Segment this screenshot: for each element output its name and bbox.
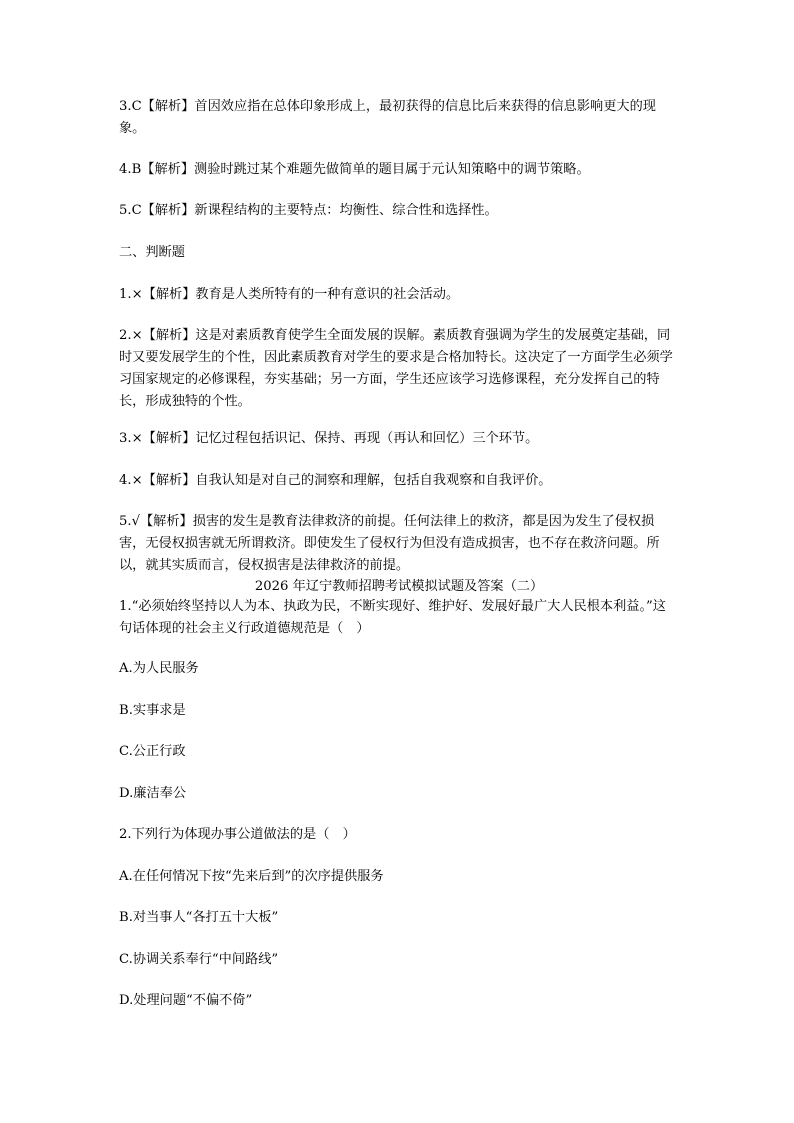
answer-4-explanation: 4.B【解析】测验时跳过某个难题先做简单的题目属于元认知策略中的调节策略。: [119, 162, 590, 177]
judgment-answer-4: 4.×【解析】自我认知是对自己的洞察和理解，包括自我观察和自我评价。: [119, 473, 552, 488]
question-2-stem: 2.下列行为体现办事公道做法的是（ ）: [119, 827, 356, 842]
section-heading-judgment: 二、判断题: [119, 245, 185, 260]
question-1-option-d: D.廉洁奉公: [119, 786, 187, 801]
judgment-answer-5: 5.√【解析】损害的发生是教育法律救济的前提。任何法律上的救济，都是因为发生了侵权损害，无侵权损害就无所谓救济。即使发生了侵权行为但没有造成损害，也不存在救济问题。所以，就其实质而言，侵权损害是法律救济的前提。: [119, 514, 660, 573]
answer-5-explanation: 5.C【解析】新课程结构的主要特点：均衡性、综合性和选择性。: [119, 203, 498, 218]
judgment-answer-2: 2.×【解析】这是对素质教育使学生全面发展的误解。素质教育强调为学生的发展奠定基础，同时又要发展学生的个性，因此素质教育对学生的要求是合格加特长。这决定了一方面学生必须学习国家规定的必修课程，夯实基础；另一方面，学生还应该学习选修课程，充分发挥自己的特长，形成独特的个性。: [119, 328, 673, 409]
question-1-option-b: B.实事求是: [119, 703, 186, 718]
question-1-stem: 1.“必须始终坚持以人为本、执政为民，不断实现好、维护好、发展好最广大人民根本利益。”这句话体现的社会主义行政道德规范是（ ）: [119, 599, 666, 636]
question-2-option-d: D.处理问题“不偏不倚”: [119, 993, 253, 1008]
judgment-answer-3: 3.×【解析】记忆过程包括识记、保持、再现（再认和回忆）三个环节。: [119, 431, 539, 446]
question-2-option-b: B.对当事人“各打五十大板”: [119, 910, 279, 925]
question-1-option-c: C.公正行政: [119, 744, 186, 759]
answer-3-explanation: 3.C【解析】首因效应指在总体印象形成上，最初获得的信息比后来获得的信息影响更大的现象。: [119, 99, 656, 136]
judgment-answer-1: 1.×【解析】教育是人类所特有的一种有意识的社会活动。: [119, 287, 460, 302]
question-1-option-a: A.为人民服务: [119, 661, 199, 676]
question-2-option-c: C.协调关系奉行“中间路线”: [119, 952, 279, 967]
question-2-option-a: A.在任何情况下按“先来后到”的次序提供服务: [119, 869, 384, 884]
exam-title: 2026 年辽宁教师招聘考试模拟试题及答案（二）: [254, 579, 544, 594]
